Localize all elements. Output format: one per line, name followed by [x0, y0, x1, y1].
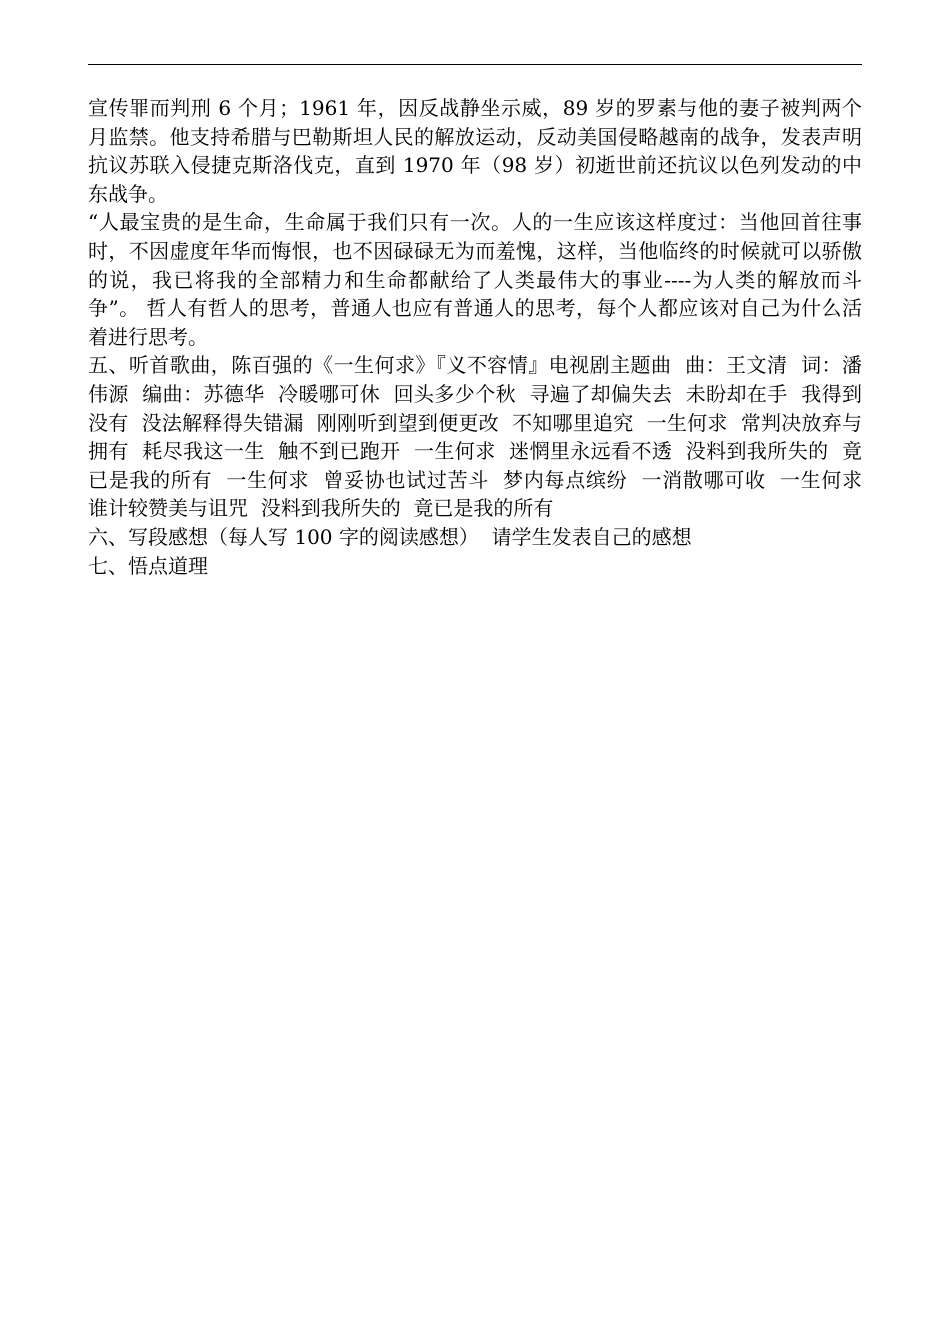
paragraph-section-five-song: 五、听首歌曲，陈百强的《一生何求》『义不容情』电视剧主题曲 曲：王文清 词：潘伟源 编曲：苏德华 冷暖哪可休 回头多少个秋 寻遍了却偏失去 未盼却在手 我得到没有 没法解释得失错漏 刚刚听到望到便更改 不知哪里追究 一生何求 常判决放弃与拥有 耗尽我这一生 触不到已跑开 一生何求 迷惘里永远看不透 没料到我所失的 竟已是我的所有 一生何求 曾妥协也试过苦斗 梦内每点缤纷 一消散哪可收 一生何求 谁计较赞美与诅咒 没料到我所失的 竟已是我的所有	[88, 353, 875, 521]
document-body	[88, 94, 875, 580]
paragraph-russell-activism: 宣传罪而判刑 6 个月；1961 年，因反战静坐示威，89 岁的罗素与他的妻子被判两个月监禁。他支持希腊与巴勒斯坦人民的解放运动，反动美国侵略越南的战争，发表声明抗议苏联入侵捷克斯洛伐克，直到 1970 年（98 岁）初逝世前还抗议以色列发动的中东战争。	[88, 96, 862, 206]
paragraph-section-six: 六、写段感想（每人写 100 字的阅读感想） 请学生发表自己的感想	[88, 524, 692, 549]
paragraph-section-seven: 七、悟点道理	[88, 553, 208, 578]
header-rule	[88, 64, 862, 65]
paragraph-life-quote: “人最宝贵的是生命，生命属于我们只有一次。人的一生应该这样度过：当他回首往事时，不因虚度年华而悔恨，也不因碌碌无为而羞愧，这样，当他临终的时候就可以骄傲的说，我已将我的全部精力和生命都献给了人类最伟大的事业----为人类的解放而斗争”。 哲人有哲人的思考，普通人也应有普通人的思考，每个人都应该对自己为什么活着进行思考。	[88, 210, 862, 349]
